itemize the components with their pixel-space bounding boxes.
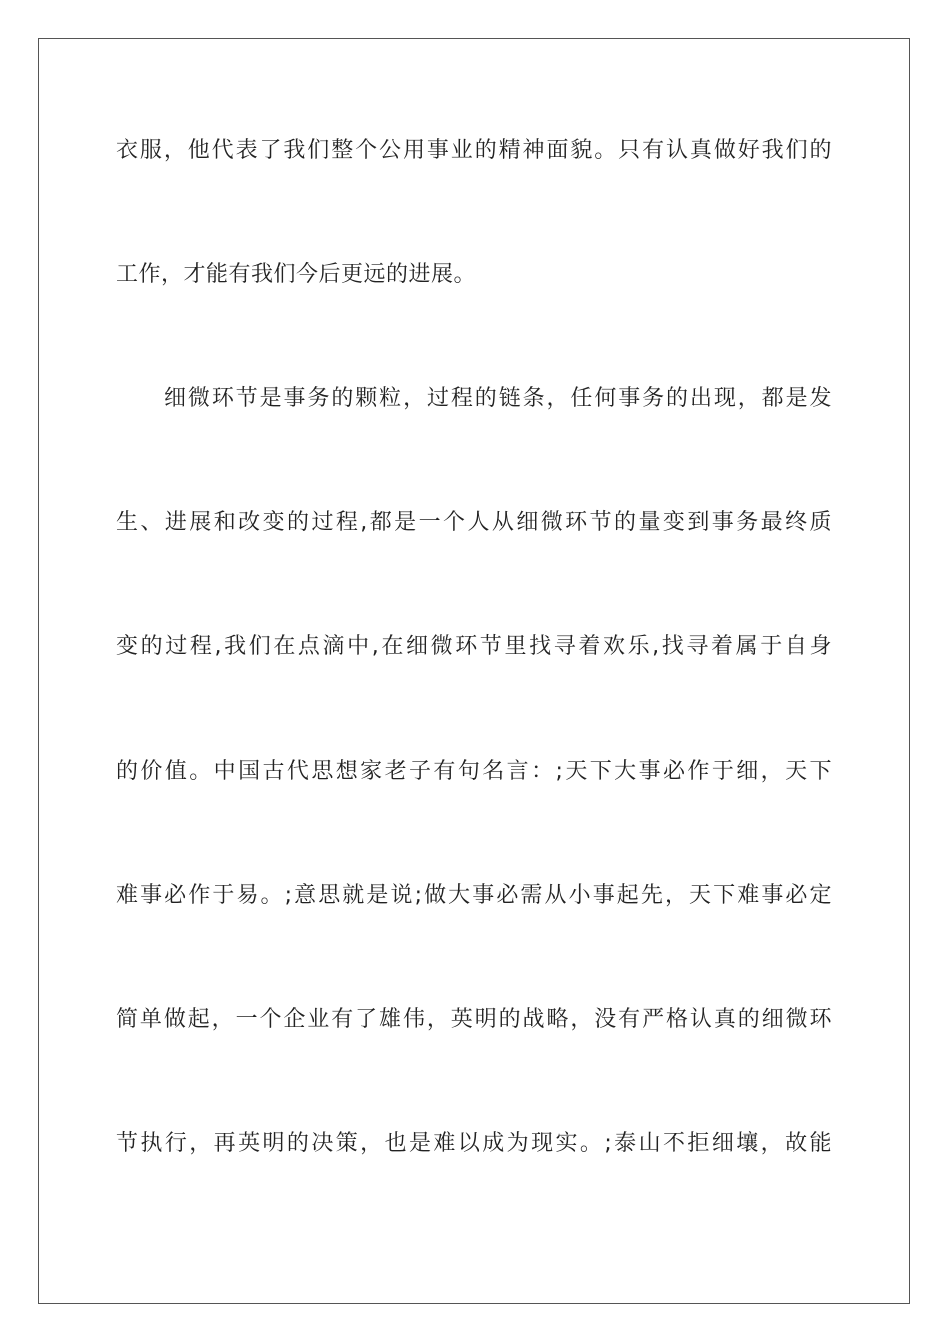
text-line: 工作，才能有我们今后更远的进展。 <box>116 262 477 287</box>
text-line: 变的过程,我们在点滴中,在细微环节里找寻着欢乐,找寻着属于自身 <box>116 634 832 659</box>
text-line: 难事必作于易。;意思就是说;做大事必需从小事起先，天下难事必定 <box>116 883 832 908</box>
text-line: 生、进展和改变的过程,都是一个人从细微环节的量变到事务最终质 <box>116 510 832 535</box>
text-line: 简单做起，一个企业有了雄伟，英明的战略，没有严格认真的细微环 <box>116 1007 832 1032</box>
page-border <box>38 38 910 1304</box>
text-line: 细微环节是事务的颗粒，过程的链条，任何事务的出现，都是发 <box>164 386 832 411</box>
text-line: 衣服，他代表了我们整个公用事业的精神面貌。只有认真做好我们的 <box>116 138 832 163</box>
text-line: 节执行，再英明的决策，也是难以成为现实。;泰山不拒细壤，故能 <box>116 1131 832 1156</box>
text-line: 的价值。中国古代思想家老子有句名言：;天下大事必作于细，天下 <box>116 759 832 784</box>
